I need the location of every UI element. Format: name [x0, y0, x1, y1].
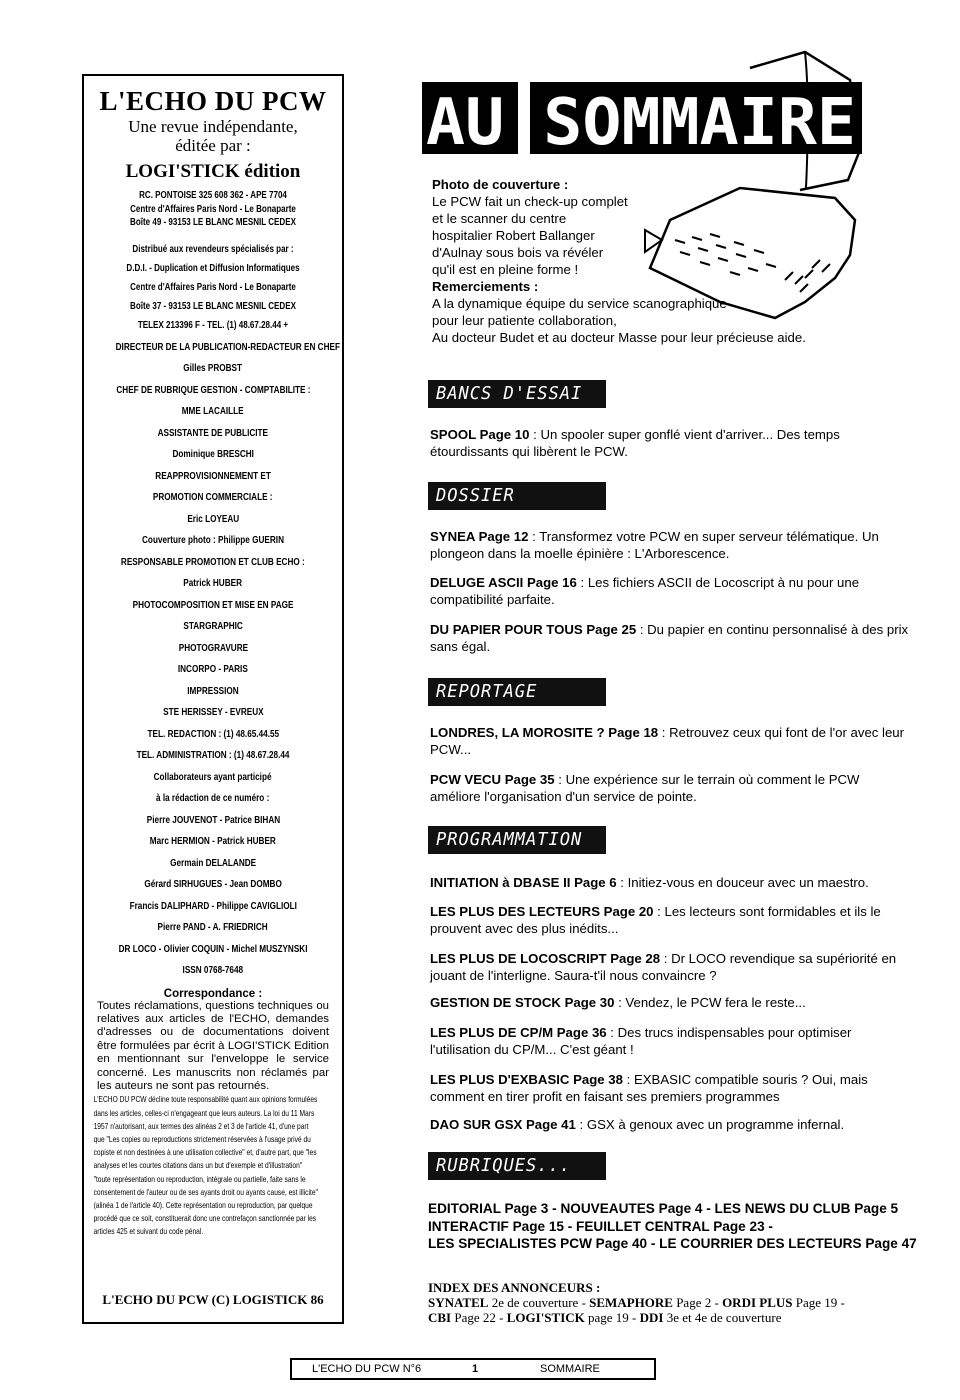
credit-text: PHOTOGRAVURE: [178, 641, 248, 654]
credit-line: [84, 638, 342, 660]
credit-text: ASSISTANTE DE PUBLICITE: [157, 426, 269, 439]
credit-line: [84, 874, 342, 896]
entry-text: : Initiez-vous en douceur avec un maestro.: [616, 875, 869, 890]
thanks-heading: Remerciements :: [432, 279, 539, 294]
credit-text: INCORPO - PARIS: [178, 663, 248, 675]
credit-text: RESPONSABLE PROMOTION ET CLUB ECHO :: [121, 555, 305, 568]
credit-text: Collaborateurs ayant participé: [154, 770, 272, 783]
credit-text: Marc HERMION - Patrick HUBER: [149, 835, 277, 847]
credit-line: [84, 487, 342, 509]
credit-line: [84, 960, 342, 982]
entry-papier: [430, 621, 910, 655]
entry-text: : Une expérience sur le terrain où comment le PCW améliore l'organisation d'un service de pointe.: [430, 772, 860, 804]
cover-photo-line: et le scanner du centre: [432, 211, 567, 226]
credit-text: Francis DALIPHARD - Philippe CAVIGLIOLI: [129, 899, 297, 912]
entry-cpm: [430, 1024, 910, 1058]
entry-text: : Des trucs indispensables pour optimiser l'utilisation du CP/M... C'est géant !: [430, 1025, 852, 1057]
credit-line: [84, 423, 342, 445]
distribution-line: Centre d'Affaires Paris Nord - Le Bonaparte: [130, 281, 296, 293]
entry-text: : Dr LOCO revendique sa supériorité en jouant de l'interligne. Saura-t'il nous convaincre ?: [430, 951, 897, 983]
advertiser-index: [428, 1280, 928, 1325]
advertiser: SYNATEL: [428, 1295, 489, 1310]
credit-line: [84, 552, 342, 574]
legal-line: que "Les copies ou reproductions strictement réservées à l'usage privé du: [93, 1133, 311, 1144]
credit-text: Dominique BRESCHI: [172, 448, 254, 460]
credit-text: DIRECTEUR DE LA PUBLICATION-REDACTEUR EN CHEF: [115, 340, 340, 353]
masthead-credits: [84, 337, 342, 982]
entry-text: : Du papier en continu personnalisé à des prix sans égal.: [430, 622, 909, 654]
advertiser: SEMAPHORE: [589, 1295, 673, 1310]
entry-locoscript: [430, 950, 910, 984]
credit-line: [84, 745, 342, 767]
cover-photo-line: d'Aulnay sous bois va révéler: [432, 245, 604, 260]
credit-line: [84, 702, 342, 724]
credit-line: [84, 896, 342, 918]
entry-title: INITIATION à DBASE II Page 6: [430, 875, 617, 890]
masthead-subtitle-1: Une revue indépendante,: [128, 117, 298, 136]
credit-line: [84, 444, 342, 466]
advertiser: ORDI PLUS: [722, 1295, 793, 1310]
credit-text: Germain DELALANDE: [169, 856, 256, 869]
credit-text: Couverture photo : Philippe GUERIN: [142, 534, 284, 546]
entry-title: SYNEA Page 12: [430, 529, 529, 544]
credit-text: STARGRAPHIC: [183, 620, 243, 632]
credit-line: [84, 466, 342, 488]
footer-section: SOMMAIRE: [540, 1363, 600, 1375]
distribution-line: Distribué aux revendeurs spécialisés par :: [132, 243, 294, 255]
index-text: 3e et 4e de couverture: [663, 1310, 782, 1325]
entry-text: : Transformez votre PCW en super serveur télématique. Un plongeon dans la moelle épinière : L'Arborescence.: [430, 529, 879, 561]
address-line: Boîte 49 - 93153 LE BLANC MESNIL CEDEX: [130, 217, 296, 228]
section-label: REPORTAGE: [436, 681, 538, 702]
thanks-line: pour leur patiente collaboration,: [432, 313, 617, 328]
credit-line: [84, 681, 342, 703]
credit-text: TEL. ADMINISTRATION : (1) 48.67.28.44: [136, 749, 290, 761]
cover-photo-line: qu'il est en pleine forme !: [432, 262, 579, 277]
entry-deluge-ascii: [430, 574, 910, 608]
entry-text: : Un spooler super gonflé vient d'arriver... Des temps étourdissants qui libèrent le PCW.: [430, 427, 840, 459]
section-bar-reportage: [428, 678, 606, 706]
rubriques-line: EDITORIAL Page 3 - NOUVEAUTES Page 4 - LES NEWS DU CLUB Page 5: [428, 1201, 899, 1216]
entry-title: DAO SUR GSX Page 41: [430, 1117, 576, 1132]
correspondence-heading: Correspondance :: [163, 987, 263, 1000]
section-bar-dossier: [428, 482, 606, 510]
entry-title: SPOOL Page 10: [430, 427, 530, 442]
entry-title: DELUGE ASCII Page 16: [430, 575, 577, 590]
masthead-title: L'ECHO DU PCW: [99, 86, 327, 116]
cover-photo-line: Le PCW fait un check-up complet: [432, 194, 628, 209]
credit-text: Eric LOYEAU: [187, 512, 239, 525]
legal-line: procédé que ce soit, constituerait donc une contrefaçon sanctionnée par les: [93, 1213, 317, 1224]
credit-line: [84, 788, 342, 810]
distribution-line: TELEX 213396 F - TEL. (1) 48.67.28.44 +: [137, 319, 289, 331]
index-text: Page 19 -: [792, 1295, 845, 1310]
index-line: [428, 1310, 928, 1325]
credit-text: PROMOTION COMMERCIALE :: [153, 491, 273, 503]
cover-photo-heading: Photo de couverture :: [432, 177, 569, 192]
masthead-address: [84, 189, 342, 230]
entry-title: LES PLUS DE CP/M Page 36: [430, 1025, 607, 1040]
section-bar-bancs: [428, 380, 606, 408]
index-line: [428, 1295, 928, 1310]
legal-line: consentement de l'auteur ou de ses ayants droit ou ayants cause, est illicite": [93, 1186, 318, 1197]
credit-text: Pierre JOUVENOT - Patrice BIHAN: [146, 813, 280, 826]
rubriques-line: LES SPECIALISTES PCW Page 40 - LE COURRIER DES LECTEURS Page 47: [428, 1236, 917, 1251]
credit-text: Patrick HUBER: [183, 577, 243, 589]
legal-line: articles 425 et suivant du code pénal.: [93, 1226, 204, 1237]
credit-line: [84, 724, 342, 746]
address-line: RC. PONTOISE 325 608 362 - APE 7704: [139, 190, 287, 201]
section-label: DOSSIER: [436, 485, 515, 506]
index-text: page 19 -: [584, 1310, 640, 1325]
credit-line: [84, 358, 342, 380]
credit-line: [84, 509, 342, 531]
credit-text: ISSN 0768-7648: [182, 964, 244, 976]
entry-title: LONDRES, LA MOROSITE ? Page 18: [430, 725, 659, 740]
masthead-footer: L'ECHO DU PCW (C) LOGISTICK 86: [102, 1292, 324, 1307]
page-footer: [290, 1358, 656, 1380]
entry-synea: [430, 528, 910, 562]
credit-line: [84, 380, 342, 402]
entry-title: PCW VECU Page 35: [430, 772, 555, 787]
credit-text: TEL. REDACTION : (1) 48.65.44.55: [147, 727, 279, 740]
credit-line: [84, 767, 342, 789]
entry-title: GESTION DE STOCK Page 30: [430, 995, 615, 1010]
credit-line: [84, 659, 342, 681]
legal-line: copiste et non destinées à une utilisation collective" et, d'autre part, que "les: [93, 1147, 317, 1158]
advertiser: LOGI'STICK: [506, 1310, 585, 1325]
legal-line: L'ECHO DU PCW décline toute responsabilité quant aux opinions formulées: [93, 1094, 318, 1105]
section-bar-programmation: [428, 826, 606, 854]
entry-text: : Vendez, le PCW fera le reste...: [614, 995, 806, 1010]
thanks-line: Au docteur Budet et au docteur Masse pour leur précieuse aide.: [432, 330, 806, 345]
credit-text: REAPPROVISIONNEMENT ET: [155, 469, 271, 482]
legal-line: (alinéa 1 de l'article 40). Cette représentation ou reproduction, par quelque: [93, 1199, 313, 1210]
entry-text: : EXBASIC compatible souris ? Oui, mais comment en tirer profit en faisant ses premiers programmes: [430, 1072, 868, 1104]
section-label: BANCS D'ESSAI: [436, 383, 583, 404]
advertiser: CBI: [428, 1310, 452, 1325]
credit-line: [84, 939, 342, 961]
rubriques-line: INTERACTIF Page 15 - FEUILLET CENTRAL Page 23 -: [428, 1218, 773, 1234]
entry-gsx: [430, 1116, 910, 1133]
entry-dbase: [430, 874, 910, 891]
entry-title: DU PAPIER POUR TOUS Page 25: [430, 622, 637, 637]
entry-title: LES PLUS D'EXBASIC Page 38: [430, 1072, 623, 1087]
thanks-line: A la dynamique équipe du service scanographique: [432, 296, 727, 311]
entry-text: : Retrouvez ceux qui font de l'or avec leur PCW...: [430, 725, 905, 757]
credit-text: STE HERISSEY - EVREUX: [162, 706, 264, 718]
credit-line: [84, 337, 342, 359]
masthead-distribution: [84, 240, 342, 335]
header-title-graphic: [422, 82, 862, 154]
entry-text: : GSX à genoux avec un programme infernal.: [575, 1117, 845, 1132]
distribution-line: D.D.I. - Duplication et Diffusion Informatiques: [126, 262, 300, 274]
entry-londres: [430, 724, 910, 758]
entry-text: : Les lecteurs sont formidables et ils le prouvent avec des plus inédits...: [430, 904, 881, 936]
rubriques-list: [428, 1200, 928, 1253]
header-title: AU SOMMAIRE: [426, 86, 856, 154]
credit-text: DR LOCO - Olivier COQUIN - Michel MUSZYNSKI: [118, 942, 308, 955]
advertiser: DDI: [639, 1310, 664, 1325]
entry-spool: [430, 426, 910, 460]
section-label: RUBRIQUES...: [436, 1155, 571, 1176]
address-line: Centre d'Affaires Paris Nord - Le Bonaparte: [130, 203, 296, 215]
credit-line: [84, 810, 342, 832]
credit-text: MME LACAILLE: [182, 405, 244, 417]
legal-line: dans les articles, celles-ci n'engageant que leurs auteurs. La loi du 11 Mars: [93, 1107, 315, 1118]
credit-text: IMPRESSION: [187, 684, 239, 697]
footer-magazine: L'ECHO DU PCW N°6: [312, 1363, 422, 1375]
credit-line: [84, 401, 342, 423]
credit-line: [84, 616, 342, 638]
credit-text: Gilles PROBST: [183, 362, 243, 374]
credit-line: [84, 853, 342, 875]
credit-text: à la rédaction de ce numéro :: [156, 792, 270, 804]
credit-line: [84, 595, 342, 617]
credit-text: PHOTOCOMPOSITION ET MISE EN PAGE: [132, 598, 294, 611]
entry-title: LES PLUS DE LOCOSCRIPT Page 28: [430, 951, 661, 966]
legal-notice: [84, 1093, 343, 1238]
footer-page-number: 1: [472, 1363, 479, 1375]
correspondence-text: Toutes réclamations, questions techniques ou relatives aux articles de l'ECHO, demandes d'adresses ou de documentations doivent être formulées par écrit à LOGI'STICK Edition en mentionnant sur l'enveloppe le service concerné. Les manuscrits non réclamés par les auteurs ne sont pas retournés.: [97, 999, 329, 1092]
credit-line: [84, 917, 342, 939]
masthead-publisher: LOGI'STICK édition: [125, 161, 301, 182]
credit-line: [84, 573, 342, 595]
entry-text: : Les fichiers ASCII de Locoscript à nu pour une compatibilité parfaite.: [430, 575, 860, 607]
legal-line: analyses et les courtes citations dans un but d'exemple et d'illustration": [93, 1160, 303, 1171]
credit-text: Gérard SIRHUGUES - Jean DOMBO: [144, 878, 282, 890]
cover-photo-line: hospitalier Robert Ballanger: [432, 228, 595, 243]
section-label: PROGRAMMATION: [436, 829, 583, 850]
entry-title: LES PLUS DES LECTEURS Page 20: [430, 904, 654, 919]
entry-pcw-vecu: [430, 771, 910, 805]
index-text: Page 2 -: [672, 1295, 723, 1310]
legal-line: 1957 n'autorisant, aux termes des alinéas 2 et 3 de l'article 41, d'une part: [93, 1120, 309, 1131]
masthead-subtitle-2: éditée par :: [175, 136, 251, 155]
cover-info: [432, 176, 872, 346]
entry-exbasic: [430, 1071, 910, 1105]
index-text: Page 22 -: [451, 1310, 507, 1325]
index-heading: INDEX DES ANNONCEURS :: [428, 1280, 601, 1295]
section-bar-rubriques: [428, 1152, 606, 1180]
entry-lecteurs: [430, 903, 910, 937]
index-text: 2e de couverture -: [488, 1295, 590, 1310]
credit-text: CHEF DE RUBRIQUE GESTION - COMPTABILITE :: [115, 383, 311, 396]
credit-line: [84, 831, 342, 853]
credit-text: Pierre PAND - A. FRIEDRICH: [157, 921, 269, 933]
masthead-box: [82, 74, 344, 1324]
entry-stock: [430, 994, 910, 1011]
legal-line: "toute représentation ou reproduction, intégrale ou partielle, faite sans le: [93, 1173, 306, 1184]
credit-line: [84, 530, 342, 552]
distribution-line: Boîte 37 - 93153 LE BLANC MESNIL CEDEX: [130, 300, 296, 312]
